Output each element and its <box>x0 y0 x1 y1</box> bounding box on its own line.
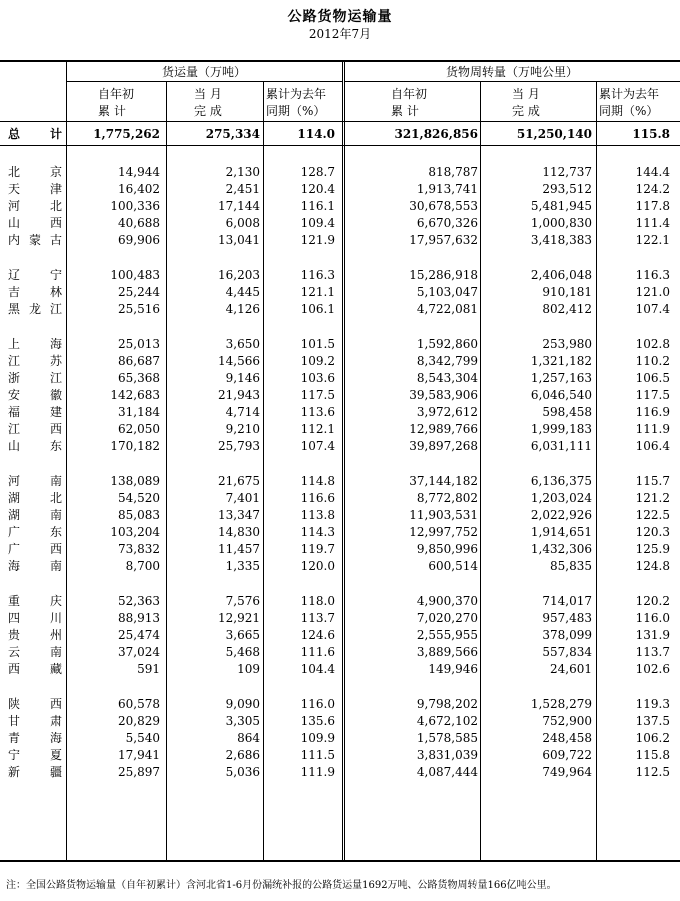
cell-turnover-yoy: 125.9 <box>635 542 670 556</box>
cell-freight-month: 11,457 <box>218 542 260 556</box>
cell-freight-ytd: 40,688 <box>118 216 160 230</box>
cell-turnover-yoy: 102.8 <box>635 337 670 351</box>
cell-turnover-ytd: 1,913,741 <box>416 182 478 196</box>
cell-turnover-ytd: 5,103,047 <box>416 285 478 299</box>
header-col5-line1: 当 月 <box>512 87 540 101</box>
cell-turnover-ytd: 30,678,553 <box>409 199 478 213</box>
table-row <box>0 198 680 215</box>
header-col4-line2: 累 计 <box>391 104 419 118</box>
cell-freight-month: 5,036 <box>225 765 260 779</box>
cell-freight-month: 13,041 <box>218 233 260 247</box>
cell-freight-yoy: 120.4 <box>300 182 335 196</box>
row-name: 湖北 <box>8 491 62 505</box>
header-col3-line1: 累计为去年 <box>266 87 327 101</box>
table-row <box>0 336 680 353</box>
cell-turnover-month: 1,000,830 <box>530 216 592 230</box>
row-name: 海南 <box>8 559 62 573</box>
cell-freight-yoy: 135.6 <box>300 714 335 728</box>
cell-freight-ytd: 5,540 <box>125 731 160 745</box>
row-name: 四川 <box>8 611 62 625</box>
table-row <box>0 284 680 301</box>
group1-underline <box>66 81 342 82</box>
cell-turnover-month: 2,022,926 <box>530 508 592 522</box>
cell-turnover-yoy: 115.7 <box>635 474 670 488</box>
cell-turnover-ytd: 12,997,752 <box>409 525 478 539</box>
cell-turnover-yoy: 137.5 <box>635 714 670 728</box>
cell-freight-month: 3,305 <box>225 714 260 728</box>
cell-freight-yoy: 119.7 <box>300 542 335 556</box>
cell-freight-ytd: 17,941 <box>118 748 160 762</box>
cell-turnover-ytd: 4,087,444 <box>416 765 478 779</box>
cell-freight-ytd: 8,700 <box>125 559 160 573</box>
cell-freight-month: 1,335 <box>225 559 260 573</box>
header-col6-line2: 同期（%） <box>599 104 659 118</box>
header-col2-line2: 完 成 <box>194 104 222 118</box>
row-name: 山西 <box>8 216 62 230</box>
cell-turnover-yoy: 106.2 <box>635 731 670 745</box>
cell-freight-month: 25,793 <box>218 439 260 453</box>
cell-freight-yoy: 121.9 <box>300 233 335 247</box>
row-name: 安徽 <box>8 388 62 402</box>
cell-turnover-month: 1,999,183 <box>530 422 592 436</box>
table-row <box>0 353 680 370</box>
cell-turnover-month: 910,181 <box>542 285 592 299</box>
cell-turnover-yoy: 119.3 <box>635 697 670 711</box>
row-name: 西藏 <box>8 662 62 676</box>
cell-turnover-yoy: 106.4 <box>635 439 670 453</box>
cell-freight-yoy: 113.7 <box>300 611 335 625</box>
cell-turnover-ytd: 3,889,566 <box>416 645 478 659</box>
row-name: 重庆 <box>8 594 62 608</box>
table-row <box>0 387 680 404</box>
table-row <box>0 370 680 387</box>
cell-freight-yoy: 118.0 <box>300 594 335 608</box>
cell-turnover-ytd: 1,592,860 <box>416 337 478 351</box>
cell-freight-ytd: 88,913 <box>118 611 160 625</box>
cell-turnover-yoy: 111.4 <box>635 216 670 230</box>
header-group-turnover: 货物周转量（万吨公里） <box>445 65 578 79</box>
cell-turnover-ytd: 6,670,326 <box>416 216 478 230</box>
row-name: 贵州 <box>8 628 62 642</box>
cell-freight-ytd: 16,402 <box>118 182 160 196</box>
cell-freight-ytd: 20,829 <box>118 714 160 728</box>
cell-freight-yoy: 112.1 <box>300 422 335 436</box>
cell-freight-yoy: 121.1 <box>300 285 335 299</box>
cell-turnover-month: 112,737 <box>542 165 592 179</box>
cell-freight-yoy: 111.5 <box>300 748 335 762</box>
cell-freight-yoy: 106.1 <box>300 302 335 316</box>
cell-turnover-ytd: 37,144,182 <box>409 474 478 488</box>
cell-freight-ytd: 103,204 <box>110 525 160 539</box>
row-name: 黑龙江 <box>8 302 62 316</box>
cell-freight-ytd: 1,775,262 <box>93 127 160 141</box>
table-row <box>0 164 680 181</box>
page-title: 公路货物运输量 <box>287 9 393 25</box>
cell-freight-ytd: 62,050 <box>118 422 160 436</box>
cell-turnover-ytd: 17,957,632 <box>409 233 478 247</box>
table-row <box>0 421 680 438</box>
group2-underline <box>344 81 680 82</box>
table-row <box>0 473 680 490</box>
row-name: 甘肃 <box>8 714 62 728</box>
table-row <box>0 558 680 575</box>
cell-turnover-ytd: 600,514 <box>428 559 478 573</box>
cell-turnover-yoy: 124.8 <box>635 559 670 573</box>
cell-turnover-ytd: 7,020,270 <box>416 611 478 625</box>
cell-freight-ytd: 591 <box>137 662 160 676</box>
table-row <box>0 730 680 747</box>
page-subtitle: 2012年7月 <box>308 27 372 41</box>
cell-turnover-yoy: 124.2 <box>635 182 670 196</box>
row-name: 内蒙古 <box>8 233 62 247</box>
header-col3-line2: 同期（%） <box>266 104 326 118</box>
row-name: 河南 <box>8 474 62 488</box>
table-row <box>0 610 680 627</box>
cell-turnover-yoy: 107.4 <box>635 302 670 316</box>
cell-turnover-ytd: 8,543,304 <box>416 371 478 385</box>
cell-turnover-yoy: 117.5 <box>635 388 670 402</box>
cell-freight-month: 3,650 <box>225 337 260 351</box>
cell-turnover-ytd: 4,722,081 <box>416 302 478 316</box>
header-col5-line2: 完 成 <box>512 104 540 118</box>
row-name: 江西 <box>8 422 62 436</box>
row-name: 云南 <box>8 645 62 659</box>
cell-freight-ytd: 100,336 <box>110 199 160 213</box>
cell-turnover-yoy: 122.5 <box>635 508 670 522</box>
cell-turnover-ytd: 3,831,039 <box>416 748 478 762</box>
cell-turnover-ytd: 8,772,802 <box>416 491 478 505</box>
cell-turnover-yoy: 112.5 <box>635 765 670 779</box>
cell-freight-ytd: 54,520 <box>118 491 160 505</box>
table-row <box>0 644 680 661</box>
row-name: 山东 <box>8 439 62 453</box>
table-row <box>0 232 680 249</box>
cell-freight-month: 7,576 <box>225 594 260 608</box>
cell-freight-ytd: 100,483 <box>110 268 160 282</box>
cell-freight-month: 3,665 <box>225 628 260 642</box>
row-name: 北京 <box>8 165 62 179</box>
cell-freight-ytd: 86,687 <box>118 354 160 368</box>
cell-freight-ytd: 85,083 <box>118 508 160 522</box>
row-name: 天津 <box>8 182 62 196</box>
cell-freight-month: 2,130 <box>225 165 260 179</box>
cell-freight-yoy: 101.5 <box>300 337 335 351</box>
cell-freight-yoy: 107.4 <box>300 439 335 453</box>
cell-freight-ytd: 65,368 <box>118 371 160 385</box>
table-row <box>0 267 680 284</box>
cell-freight-yoy: 120.0 <box>300 559 335 573</box>
cell-turnover-month: 752,900 <box>542 714 592 728</box>
cell-turnover-ytd: 818,787 <box>428 165 478 179</box>
cell-freight-month: 2,686 <box>225 748 260 762</box>
cell-freight-month: 9,210 <box>225 422 260 436</box>
cell-freight-yoy: 116.6 <box>300 491 335 505</box>
cell-freight-ytd: 69,906 <box>118 233 160 247</box>
total-bottom-rule <box>0 145 680 146</box>
row-name: 湖南 <box>8 508 62 522</box>
cell-turnover-month: 5,481,945 <box>530 199 592 213</box>
cell-turnover-ytd: 321,826,856 <box>394 127 478 141</box>
table-row <box>0 490 680 507</box>
cell-turnover-month: 802,412 <box>542 302 592 316</box>
cell-turnover-ytd: 8,342,799 <box>416 354 478 368</box>
cell-freight-month: 5,468 <box>225 645 260 659</box>
table-row <box>0 696 680 713</box>
cell-freight-ytd: 25,244 <box>118 285 160 299</box>
cell-turnover-month: 714,017 <box>542 594 592 608</box>
cell-turnover-ytd: 39,583,906 <box>409 388 478 402</box>
cell-freight-month: 6,008 <box>225 216 260 230</box>
table-row <box>0 541 680 558</box>
cell-freight-yoy: 116.3 <box>300 268 335 282</box>
table-row <box>0 593 680 610</box>
cell-turnover-month: 598,458 <box>542 405 592 419</box>
cell-freight-yoy: 114.8 <box>300 474 335 488</box>
header-col4-line1: 自年初 <box>391 87 428 101</box>
cell-freight-month: 275,334 <box>205 127 260 141</box>
cell-turnover-yoy: 110.2 <box>635 354 670 368</box>
row-name: 福建 <box>8 405 62 419</box>
cell-turnover-yoy: 113.7 <box>635 645 670 659</box>
header-bottom-rule <box>0 121 680 122</box>
cell-turnover-month: 1,432,306 <box>530 542 592 556</box>
cell-turnover-yoy: 122.1 <box>635 233 670 247</box>
cell-turnover-yoy: 117.8 <box>635 199 670 213</box>
cell-turnover-month: 24,601 <box>550 662 592 676</box>
cell-freight-yoy: 109.2 <box>300 354 335 368</box>
cell-freight-yoy: 109.9 <box>300 731 335 745</box>
cell-freight-ytd: 14,944 <box>118 165 160 179</box>
cell-freight-month: 21,675 <box>218 474 260 488</box>
row-name: 总 计 <box>8 127 62 141</box>
cell-turnover-yoy: 120.2 <box>635 594 670 608</box>
cell-freight-ytd: 25,013 <box>118 337 160 351</box>
table-row <box>0 215 680 232</box>
cell-freight-yoy: 124.6 <box>300 628 335 642</box>
row-name: 浙江 <box>8 371 62 385</box>
cell-turnover-yoy: 115.8 <box>635 748 670 762</box>
cell-freight-month: 14,830 <box>218 525 260 539</box>
cell-turnover-yoy: 116.0 <box>635 611 670 625</box>
row-name: 河北 <box>8 199 62 213</box>
cell-turnover-month: 6,136,375 <box>530 474 592 488</box>
cell-freight-ytd: 138,089 <box>110 474 160 488</box>
cell-turnover-month: 378,099 <box>542 628 592 642</box>
cell-freight-month: 16,203 <box>218 268 260 282</box>
cell-freight-month: 17,144 <box>218 199 260 213</box>
cell-freight-yoy: 103.6 <box>300 371 335 385</box>
header-group-freight: 货运量（万吨） <box>161 65 246 79</box>
cell-turnover-yoy: 116.3 <box>635 268 670 282</box>
cell-freight-ytd: 25,897 <box>118 765 160 779</box>
cell-turnover-month: 1,528,279 <box>530 697 592 711</box>
table-bottom-rule <box>0 860 680 862</box>
cell-turnover-ytd: 15,286,918 <box>409 268 478 282</box>
table-row <box>0 747 680 764</box>
cell-freight-month: 109 <box>237 662 260 676</box>
table-row <box>0 661 680 678</box>
cell-turnover-ytd: 2,555,955 <box>416 628 478 642</box>
cell-turnover-month: 557,834 <box>542 645 592 659</box>
row-name: 宁夏 <box>8 748 62 762</box>
cell-turnover-month: 1,914,651 <box>530 525 592 539</box>
table-row <box>0 713 680 730</box>
cell-turnover-ytd: 4,900,370 <box>416 594 478 608</box>
cell-freight-ytd: 25,474 <box>118 628 160 642</box>
cell-turnover-yoy: 120.3 <box>635 525 670 539</box>
cell-turnover-month: 609,722 <box>542 748 592 762</box>
header-col6-line1: 累计为去年 <box>599 87 660 101</box>
cell-freight-ytd: 37,024 <box>118 645 160 659</box>
row-name: 广东 <box>8 525 62 539</box>
cell-turnover-yoy: 121.0 <box>635 285 670 299</box>
cell-turnover-month: 6,046,540 <box>530 388 592 402</box>
cell-turnover-ytd: 4,672,102 <box>416 714 478 728</box>
cell-turnover-month: 1,203,024 <box>530 491 592 505</box>
cell-freight-month: 2,451 <box>225 182 260 196</box>
cell-turnover-ytd: 149,946 <box>428 662 478 676</box>
cell-turnover-yoy: 106.5 <box>635 371 670 385</box>
cell-turnover-month: 749,964 <box>542 765 592 779</box>
cell-turnover-month: 248,458 <box>542 731 592 745</box>
cell-freight-month: 7,401 <box>225 491 260 505</box>
cell-freight-month: 14,566 <box>218 354 260 368</box>
table-row <box>0 507 680 524</box>
cell-freight-ytd: 25,516 <box>118 302 160 316</box>
cell-freight-month: 21,943 <box>218 388 260 402</box>
cell-freight-yoy: 111.6 <box>300 645 335 659</box>
table-row <box>0 404 680 421</box>
row-name: 辽宁 <box>8 268 62 282</box>
cell-freight-yoy: 109.4 <box>300 216 335 230</box>
cell-turnover-ytd: 9,850,996 <box>416 542 478 556</box>
table-row <box>0 301 680 318</box>
cell-turnover-month: 85,835 <box>550 559 592 573</box>
row-name: 青海 <box>8 731 62 745</box>
cell-freight-yoy: 114.0 <box>297 127 335 141</box>
cell-turnover-month: 6,031,111 <box>530 439 592 453</box>
table-row <box>0 181 680 198</box>
cell-freight-month: 4,445 <box>225 285 260 299</box>
cell-freight-ytd: 31,184 <box>118 405 160 419</box>
cell-turnover-yoy: 111.9 <box>635 422 670 436</box>
table-row-total <box>0 126 680 143</box>
cell-freight-month: 12,921 <box>218 611 260 625</box>
cell-freight-ytd: 60,578 <box>118 697 160 711</box>
table-row <box>0 764 680 781</box>
cell-freight-yoy: 116.0 <box>300 697 335 711</box>
cell-freight-yoy: 128.7 <box>300 165 335 179</box>
cell-turnover-yoy: 131.9 <box>635 628 670 642</box>
cell-turnover-ytd: 12,989,766 <box>409 422 478 436</box>
cell-turnover-month: 293,512 <box>542 182 592 196</box>
footnote: 注：全国公路货物运输量（自年初累计）含河北省1-6月份漏统补报的公路货运量1692万吨、公路货物周转量166亿吨公里。 <box>6 880 557 891</box>
row-name: 新疆 <box>8 765 62 779</box>
cell-freight-month: 4,714 <box>225 405 260 419</box>
cell-freight-ytd: 170,182 <box>110 439 160 453</box>
row-name: 上海 <box>8 337 62 351</box>
cell-turnover-yoy: 121.2 <box>635 491 670 505</box>
cell-freight-month: 9,146 <box>225 371 260 385</box>
cell-freight-yoy: 114.3 <box>300 525 335 539</box>
row-name: 广西 <box>8 542 62 556</box>
header-col1-line1: 自年初 <box>98 87 135 101</box>
cell-freight-yoy: 116.1 <box>300 199 335 213</box>
cell-turnover-yoy: 102.6 <box>635 662 670 676</box>
cell-turnover-yoy: 144.4 <box>635 165 670 179</box>
cell-turnover-month: 2,406,048 <box>530 268 592 282</box>
cell-turnover-month: 957,483 <box>542 611 592 625</box>
cell-turnover-month: 1,321,182 <box>530 354 592 368</box>
cell-turnover-ytd: 1,578,585 <box>416 731 478 745</box>
cell-freight-month: 864 <box>237 731 260 745</box>
cell-turnover-ytd: 11,903,531 <box>409 508 478 522</box>
cell-turnover-ytd: 3,972,612 <box>416 405 478 419</box>
row-name: 吉林 <box>8 285 62 299</box>
table-row <box>0 438 680 455</box>
header-col1-line2: 累 计 <box>98 104 126 118</box>
header-col2-line1: 当 月 <box>194 87 222 101</box>
cell-turnover-month: 1,257,163 <box>530 371 592 385</box>
cell-turnover-month: 253,980 <box>542 337 592 351</box>
cell-freight-month: 13,347 <box>218 508 260 522</box>
cell-turnover-yoy: 116.9 <box>635 405 670 419</box>
table-row <box>0 524 680 541</box>
cell-freight-yoy: 111.9 <box>300 765 335 779</box>
cell-freight-ytd: 73,832 <box>118 542 160 556</box>
cell-turnover-month: 51,250,140 <box>516 127 592 141</box>
cell-freight-yoy: 113.8 <box>300 508 335 522</box>
cell-freight-yoy: 113.6 <box>300 405 335 419</box>
cell-turnover-month: 3,418,383 <box>530 233 592 247</box>
table-row <box>0 627 680 644</box>
cell-freight-ytd: 142,683 <box>110 388 160 402</box>
row-name: 陕西 <box>8 697 62 711</box>
cell-freight-ytd: 52,363 <box>118 594 160 608</box>
table-top-rule <box>0 60 680 62</box>
cell-freight-month: 9,090 <box>225 697 260 711</box>
cell-freight-yoy: 104.4 <box>300 662 335 676</box>
row-name: 江苏 <box>8 354 62 368</box>
cell-turnover-yoy: 115.8 <box>632 127 670 141</box>
cell-turnover-ytd: 9,798,202 <box>416 697 478 711</box>
cell-turnover-ytd: 39,897,268 <box>409 439 478 453</box>
cell-freight-month: 4,126 <box>225 302 260 316</box>
cell-freight-yoy: 117.5 <box>300 388 335 402</box>
